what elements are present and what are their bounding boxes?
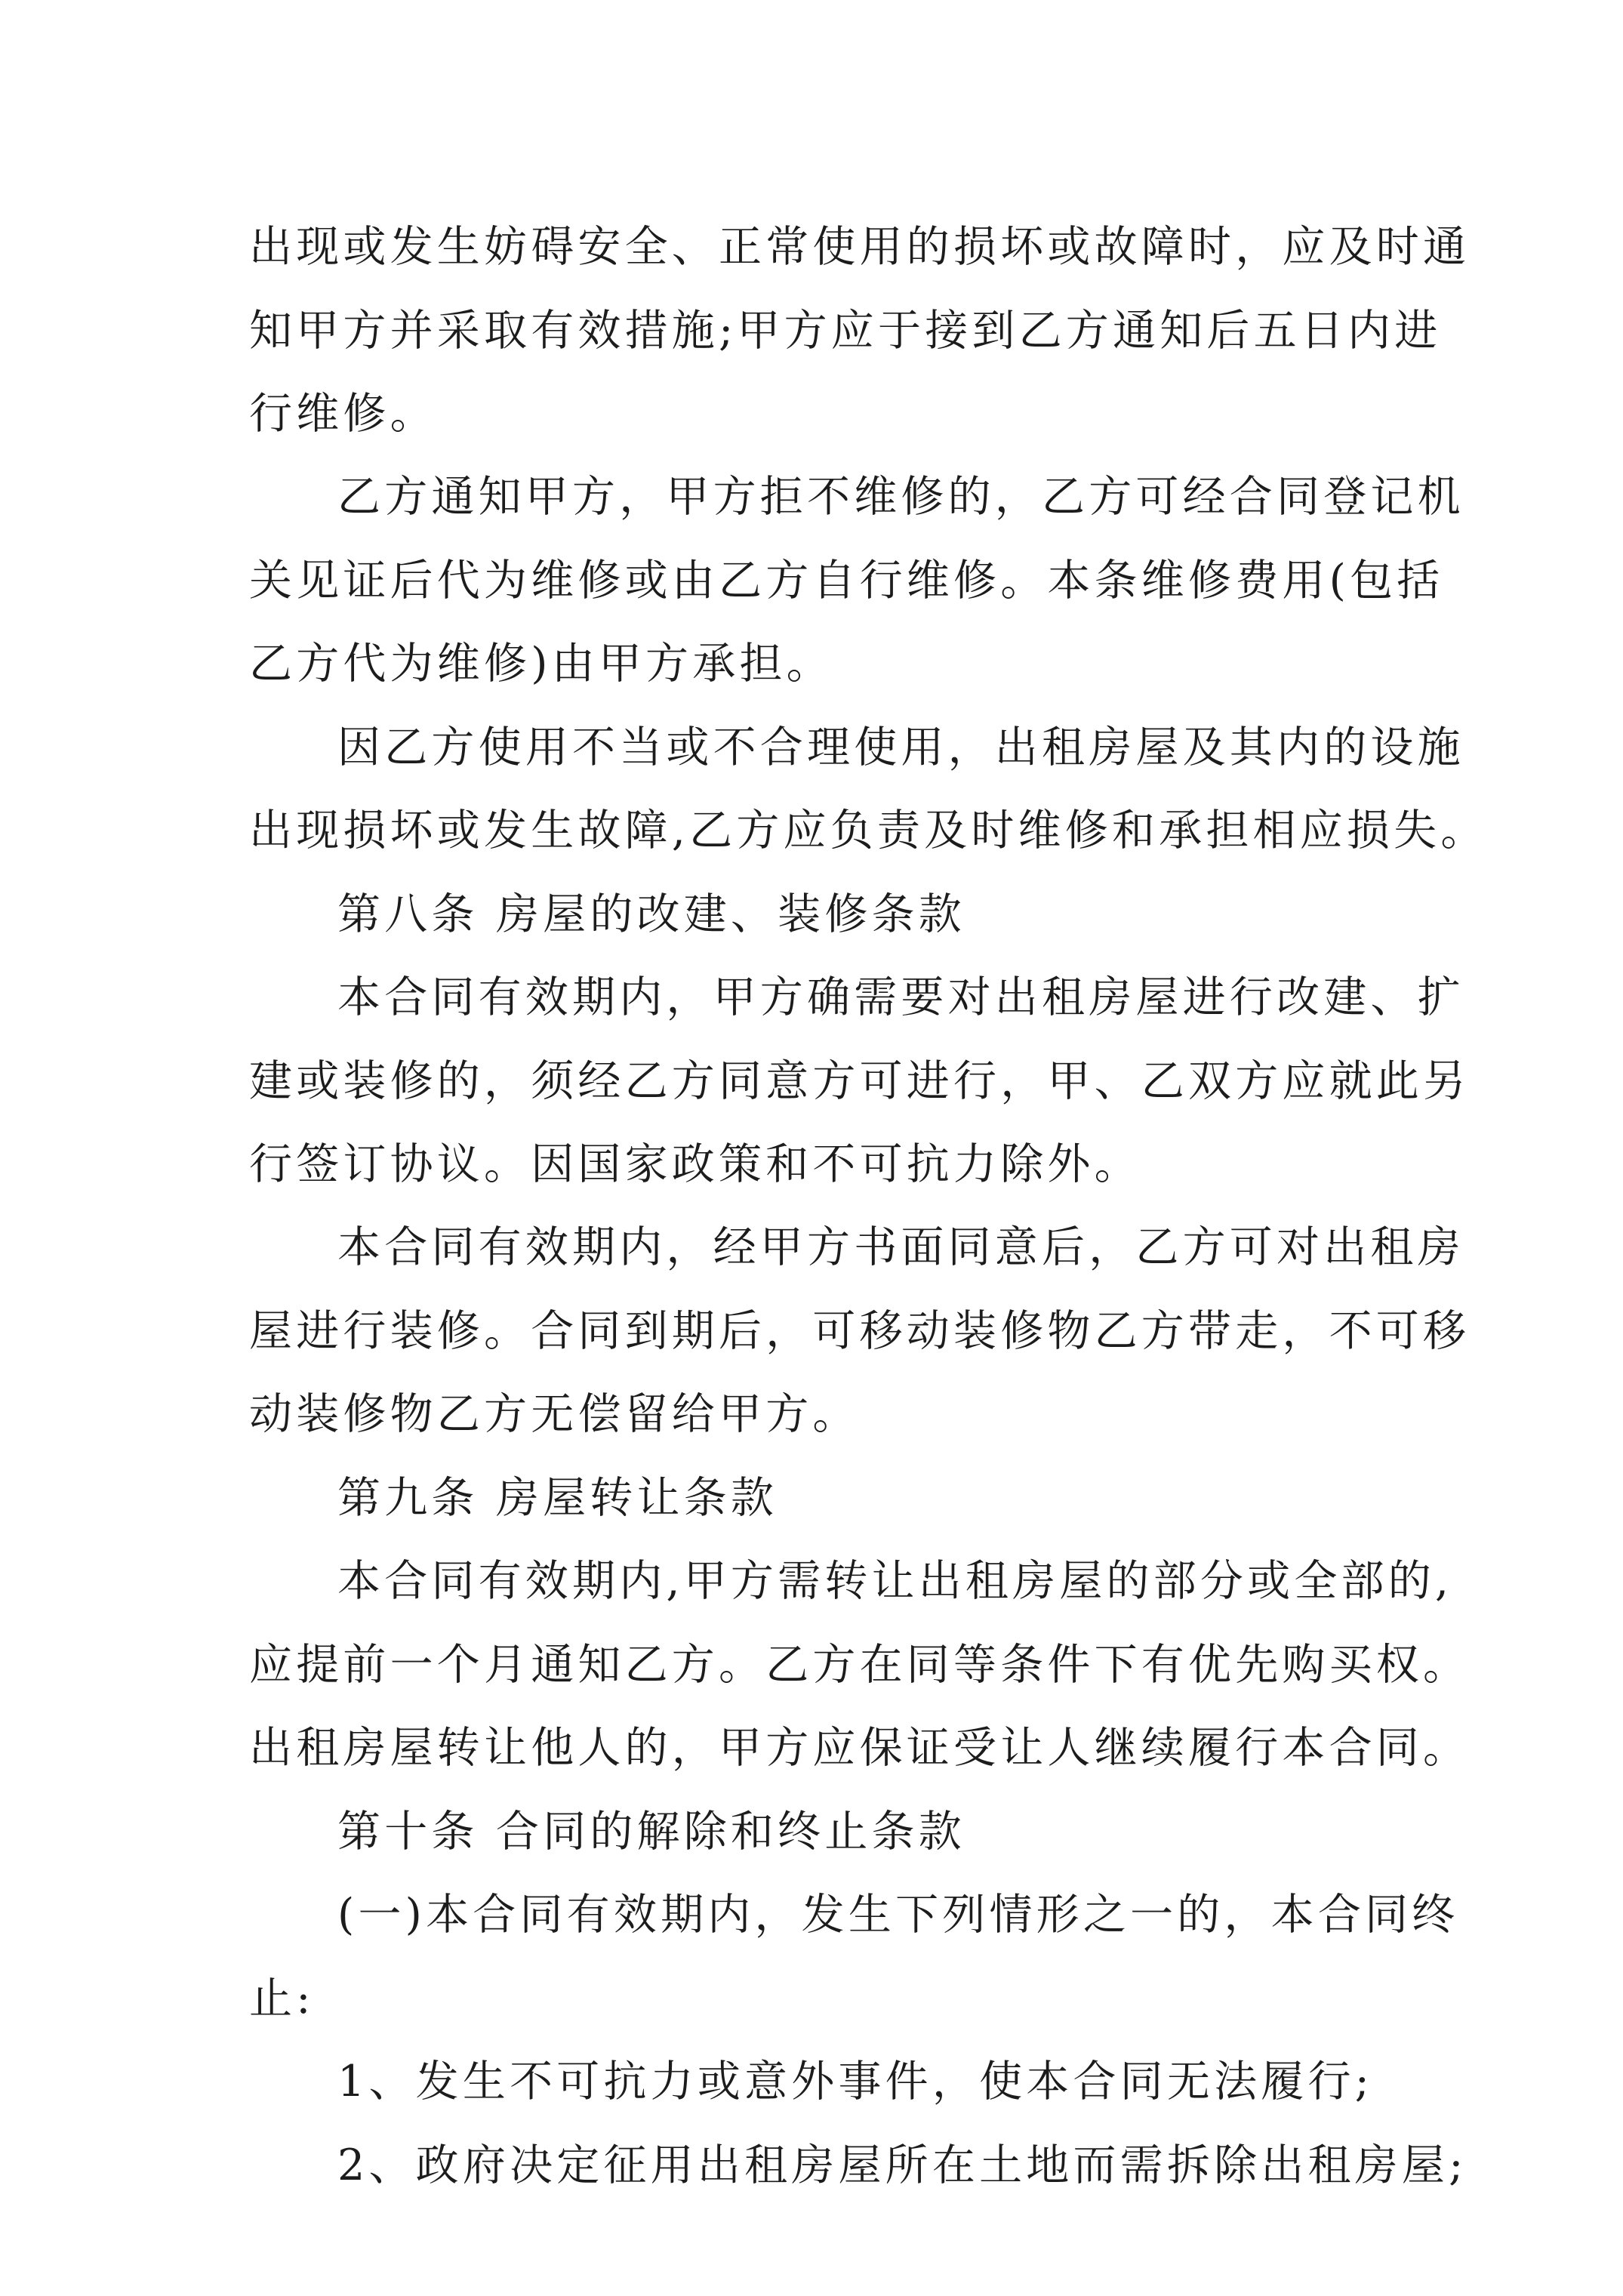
paragraph-first-line: 本合同有效期内，经甲方书面同意后，乙方可对出租房: [337, 1222, 1464, 1272]
text-line: 屋进行装修。合同到期后，可移动装修物乙方带走，不可移: [249, 1306, 1471, 1356]
text-line: 行维修。: [249, 389, 437, 439]
text-line: 乙方代为维修)由甲方承担。: [249, 639, 833, 689]
section-heading: 第八条 房屋的改建、装修条款: [337, 889, 965, 939]
section-heading: 第十条 合同的解除和终止条款: [337, 1807, 965, 1857]
list-item: 1、发生不可抗力或意外事件，使本合同无法履行;: [337, 2057, 1374, 2106]
text-line: 出现损坏或发生故障,乙方应负责及时维修和承担相应损失。: [249, 806, 1488, 855]
paragraph-first-line: 因乙方使用不当或不合理使用，出租房屋及其内的设施: [337, 723, 1464, 772]
text-line: 出租房屋转让他人的，甲方应保证受让人继续履行本合同。: [249, 1723, 1471, 1773]
section-heading: 第九条 房屋转让条款: [337, 1473, 778, 1523]
paragraph-first-line: 本合同有效期内，甲方确需要对出租房屋进行改建、扩: [337, 972, 1464, 1022]
text-line: 应提前一个月通知乙方。乙方在同等条件下有优先购买权。: [249, 1640, 1471, 1690]
text-line: 动装修物乙方无偿留给甲方。: [249, 1389, 860, 1439]
text-line: 行签订协议。因国家政策和不可抗力除外。: [249, 1139, 1141, 1189]
paragraph-first-line: 乙方通知甲方，甲方拒不维修的，乙方可经合同登记机: [337, 472, 1464, 522]
text-line: 建或装修的，须经乙方同意方可进行，甲、乙双方应就此另: [249, 1056, 1471, 1106]
text-line: 知甲方并采取有效措施;甲方应于接到乙方通知后五日内进: [249, 306, 1442, 356]
paragraph-first-line: 本合同有效期内,甲方需转让出租房屋的部分或全部的,: [337, 1556, 1453, 1606]
list-item: 2、政府决定征用出租房屋所在土地而需拆除出租房屋;: [337, 2140, 1467, 2190]
text-line: 出现或发生妨碍安全、正常使用的损坏或故障时，应及时通: [249, 222, 1471, 272]
text-line: 止:: [249, 1974, 315, 2023]
paragraph-first-line: (一)本合同有效期内，发生下列情形之一的，本合同终: [337, 1890, 1459, 1940]
text-line: 关见证后代为维修或由乙方自行维修。本条维修费用(包括: [249, 556, 1444, 606]
